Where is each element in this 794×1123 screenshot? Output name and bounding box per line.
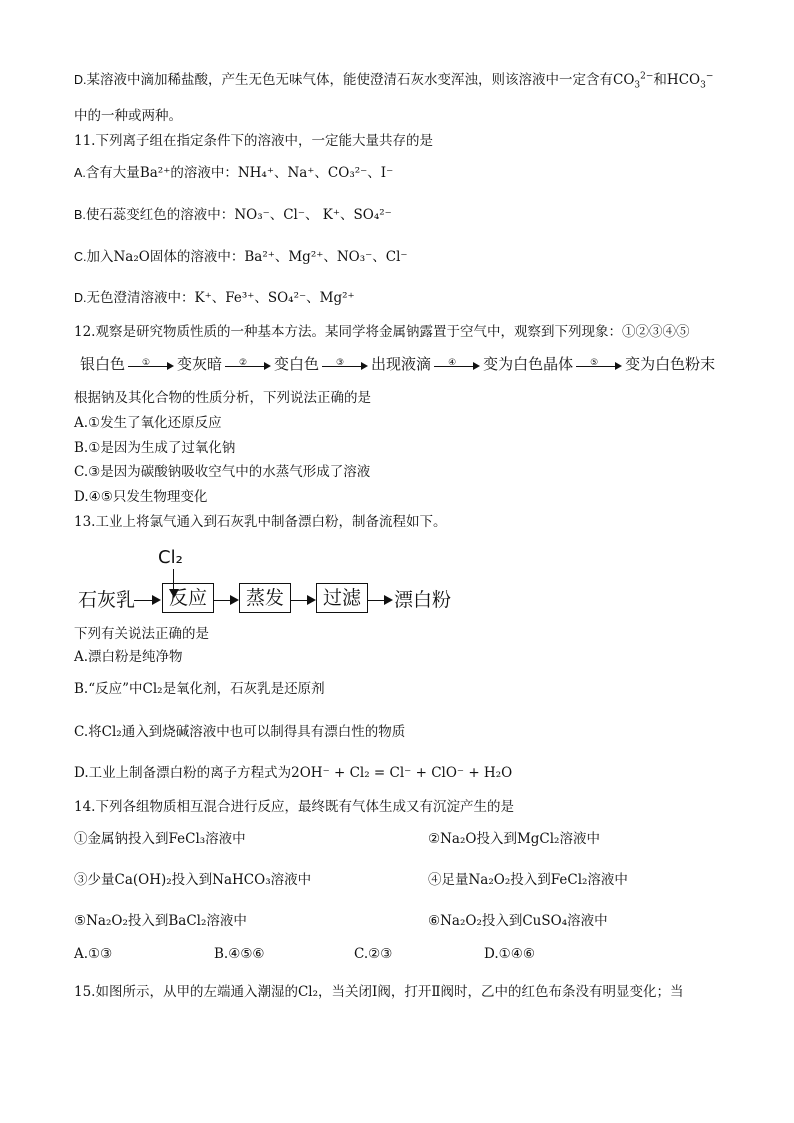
q13-option-c: C.将Cl₂通入到烧碱溶液中也可以制得具有漂白性的物质 (74, 724, 406, 740)
q14-item: ⑤Na₂O₂投入到BaCl₂溶液中 (74, 913, 247, 929)
q14-item: ②Na₂O投入到MgCl₂溶液中 (428, 831, 600, 847)
q14-option-d: D.①④⑥ (484, 946, 535, 962)
q14-option-b: B.④⑤⑥ (214, 946, 265, 962)
q12-step: 变为白色晶体 (483, 354, 574, 373)
q12-arrow: ③ (322, 353, 368, 375)
q11-option-c: C.加入Na₂O固体的溶液中：Ba²⁺、Mg²⁺、NO₃⁻、Cl⁻ (74, 249, 408, 265)
q12-step: 变为白色粉末 (625, 354, 716, 373)
q12-step: 出现液滴 (371, 354, 432, 373)
q14-item: ⑥Na₂O₂投入到CuSO₄溶液中 (428, 913, 608, 929)
q12-step: 银白色 (80, 354, 126, 373)
q14-row-2 (74, 870, 628, 890)
q12-option-a: A.①发生了氧化还原反应 (74, 415, 222, 431)
q11-stem: 11.下列离子组在指定条件下的溶液中，一定能大量共存的是 (74, 133, 433, 149)
q14-options (74, 944, 634, 964)
q10-option-d: D.某溶液中滴加稀盐酸，产生无色无味气体，能使澄清石灰水变浑浊，则该溶液中一定含有$CO_3^{2-}$和$HCO_3^-$ (74, 71, 714, 91)
q10-d-ion1: $CO_3^{2-}$ (613, 71, 654, 91)
q12-flow (80, 352, 715, 375)
q14-stem: 14.下列各组物质相互混合进行反应，最终既有气体生成又有沉淀产生的是 (74, 799, 514, 815)
q12-arrow: ⑤ (576, 353, 622, 375)
q15-stem: 15.如图所示，从甲的左端通入潮湿的Cl₂，当关闭Ⅰ阀，打开Ⅱ阀时，乙中的红色布条没有明显变化；当 (74, 984, 684, 1000)
q12-option-b: B.①是因为生成了过氧化钠 (74, 440, 236, 456)
q12-step: 变白色 (274, 354, 320, 373)
q14-item: ①金属钠投入到FeCl₃溶液中 (74, 831, 246, 847)
q13-prompt: 下列有关说法正确的是 (74, 626, 209, 642)
q11-d-ions: K⁺、Fe³⁺、SO₄²⁻、Mg²⁺ (194, 290, 355, 306)
q11-c-ions: Ba²⁺、Mg²⁺、NO₃⁻、Cl⁻ (244, 249, 408, 265)
diagram-box-filter: 过滤 (316, 583, 368, 613)
q10-d-text: 某溶液中滴加稀盐酸，产生无色无味气体，能使澄清石灰水变浑浊，则该溶液中一定含有 (86, 72, 613, 88)
q12-option-d: D.④⑤只发生物理变化 (74, 489, 208, 505)
q13-option-b: B.“反应”中Cl₂是氧化剂，石灰乳是还原剂 (74, 681, 325, 697)
q12-stem: 12.观察是研究物质性质的一种基本方法。某同学将金属钠露置于空气中，观察到下列现象：①②③④⑤ (74, 324, 690, 340)
diagram-start-label: 石灰乳 (78, 589, 136, 611)
q12-option-c: C.③是因为碳酸钠吸收空气中的水蒸气形成了溶液 (74, 464, 371, 480)
q11-a-ions: Ba²⁺的溶液中：NH₄⁺、Na⁺、CO₃²⁻、I⁻ (139, 165, 394, 181)
q14-option-c: C.②③ (354, 946, 393, 962)
q14-row-3 (74, 911, 608, 931)
q12-arrow: ④ (434, 353, 480, 375)
q12-step: 变灰暗 (177, 354, 223, 373)
q10-d-ion2: $HCO_3^-$ (666, 71, 714, 91)
q13-option-d: D.工业上制备漂白粉的离子方程式为2OH⁻ + Cl₂ = Cl⁻ + ClO⁻ + H₂O (74, 765, 513, 781)
q13-stem: 13.工业上将氯气通入到石灰乳中制备漂白粉，制备流程如下。 (74, 514, 447, 530)
q14-item: ③少量Ca(OH)₂投入到NaHCO₃溶液中 (74, 872, 312, 888)
diagram-input-label: Cl₂ (158, 547, 183, 568)
q11-option-b: B.使石蕊变红色的溶液中：NO₃⁻、Cl⁻、 K⁺、SO₄²⁻ (74, 207, 392, 223)
q14-option-a: A.①③ (74, 946, 113, 962)
q11-option-d: D.无色澄清溶液中：K⁺、Fe³⁺、SO₄²⁻、Mg²⁺ (74, 290, 355, 306)
q10-option-d-cont: 中的一种或两种。 (74, 108, 182, 124)
q11-option-a: A.含有大量Ba²⁺的溶液中：NH₄⁺、Na⁺、CO₃²⁻、I⁻ (74, 165, 394, 181)
q12-prompt: 根据钠及其化合物的性质分析，下列说法正确的是 (74, 390, 371, 406)
q12-arrow: ① (128, 353, 174, 375)
q14-row-1 (74, 829, 600, 849)
diagram-end-label: 漂白粉 (394, 589, 452, 611)
q12-arrow: ② (225, 353, 271, 375)
q11-b-ions: NO₃⁻、Cl⁻、 K⁺、SO₄²⁻ (234, 207, 392, 223)
diagram-box-evaporate: 蒸发 (239, 583, 291, 613)
q13-option-a: A.漂白粉是纯净物 (74, 649, 183, 665)
diagram-box-reaction: 反应 (162, 583, 214, 613)
option-label: D. (74, 73, 87, 87)
q14-item: ④足量Na₂O₂投入到FeCl₂溶液中 (428, 872, 628, 888)
q13-flow-diagram (76, 545, 456, 625)
